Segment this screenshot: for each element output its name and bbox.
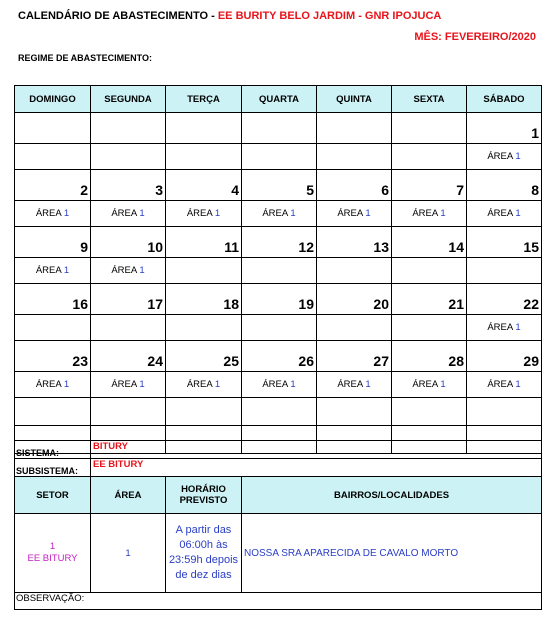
area-number: 1 — [214, 208, 221, 219]
calendar-day-row — [15, 227, 542, 258]
empty-cell — [242, 398, 317, 426]
regime-label: REGIME DE ABASTECIMENTO: — [18, 53, 153, 63]
day-area — [392, 372, 467, 398]
day-number: 3 — [91, 170, 166, 201]
info-header-row — [15, 477, 542, 514]
day-area — [467, 258, 542, 284]
day-number: 16 — [15, 284, 91, 315]
col-setor-header: SETOR — [15, 477, 91, 514]
day-number — [317, 113, 392, 144]
calendar-area-row — [15, 201, 542, 227]
day-area — [166, 144, 242, 170]
area-number: 1 — [440, 208, 446, 219]
supply-info-table — [14, 440, 542, 610]
subsistema-label: SUBSISTEMA: — [15, 459, 91, 477]
day-area — [392, 144, 467, 170]
day-area — [467, 315, 542, 341]
day-area — [166, 315, 242, 341]
area-word: ÁREA — [35, 265, 62, 276]
day-area — [242, 372, 317, 398]
calendar-blank-row — [15, 398, 542, 426]
weekday-header-row — [15, 86, 542, 113]
subsistema-value: EE BITURY — [91, 459, 542, 477]
day-area — [15, 372, 91, 398]
day-number: 26 — [242, 341, 317, 372]
area-word: ÁREA — [337, 208, 363, 219]
day-area — [166, 372, 242, 398]
day-number: 8 — [467, 170, 542, 201]
day-number: 4 — [166, 170, 242, 201]
empty-cell — [166, 398, 242, 426]
area-number: 1 — [139, 265, 145, 276]
area-word: ÁREA — [35, 379, 62, 390]
calendar-table — [14, 85, 542, 454]
weekday-header: QUINTA — [317, 86, 392, 113]
area-number: 1 — [515, 208, 521, 219]
sistema-value: BITURY — [91, 441, 542, 459]
day-number: 14 — [392, 227, 467, 258]
day-number — [242, 113, 317, 144]
area-number: 1 — [515, 151, 521, 162]
day-number — [91, 113, 166, 144]
area-number: 1 — [63, 265, 70, 276]
setor-name: EE BITURY — [27, 553, 78, 564]
day-number: 10 — [91, 227, 166, 258]
day-number: 7 — [392, 170, 467, 201]
day-area — [242, 315, 317, 341]
empty-cell — [91, 398, 166, 426]
calendar-area-row — [15, 258, 542, 284]
empty-cell — [392, 398, 467, 426]
area-word: ÁREA — [111, 265, 137, 276]
day-area — [242, 201, 317, 227]
calendar-day-row — [15, 284, 542, 315]
weekday-header: QUARTA — [242, 86, 317, 113]
weekday-header: SÁBADO — [467, 86, 542, 113]
day-area — [15, 201, 91, 227]
area-word: ÁREA — [111, 208, 137, 219]
col-bairros-header: BAIRROS/LOCALIDADES — [242, 477, 542, 514]
day-number: 15 — [467, 227, 542, 258]
area-number: 1 — [63, 208, 70, 219]
area-number: 1 — [63, 379, 70, 390]
observacao-label: OBSERVAÇÃO: — [15, 593, 542, 610]
area-number: 1 — [515, 322, 521, 333]
day-area — [91, 201, 166, 227]
day-area — [15, 144, 91, 170]
day-number — [392, 113, 467, 144]
day-number — [15, 113, 91, 144]
day-area — [91, 315, 166, 341]
day-number: 22 — [467, 284, 542, 315]
weekday-header: SEGUNDA — [91, 86, 166, 113]
day-number: 13 — [317, 227, 392, 258]
day-area — [467, 201, 542, 227]
day-number: 19 — [242, 284, 317, 315]
area-word: ÁREA — [262, 379, 288, 390]
calendar-area-row — [15, 315, 542, 341]
area-word: ÁREA — [337, 379, 363, 390]
calendar-area-row — [15, 372, 542, 398]
setor-cell — [15, 514, 91, 593]
area-word: ÁREA — [111, 379, 137, 390]
area-number: 1 — [515, 379, 521, 390]
page-title — [18, 10, 441, 22]
area-number: 1 — [139, 208, 145, 219]
col-horario-header: HORÁRIO PREVISTO — [166, 477, 242, 514]
day-number: 29 — [467, 341, 542, 372]
day-number: 12 — [242, 227, 317, 258]
day-number: 23 — [15, 341, 91, 372]
info-data-row — [15, 514, 542, 593]
day-area — [242, 144, 317, 170]
day-area — [317, 144, 392, 170]
area-word: ÁREA — [487, 322, 513, 333]
area-word: ÁREA — [487, 379, 513, 390]
subsistema-row — [15, 459, 542, 477]
calendar-day-row — [15, 113, 542, 144]
day-number: 11 — [166, 227, 242, 258]
bairros-value: NOSSA SRA APARECIDA DE CAVALO MORTO — [242, 514, 542, 593]
sistema-label: SISTEMA: — [15, 441, 91, 459]
day-number: 5 — [242, 170, 317, 201]
title-prefix: CALENDÁRIO DE ABASTECIMENTO - — [18, 10, 218, 22]
day-number: 28 — [392, 341, 467, 372]
day-area — [91, 372, 166, 398]
empty-cell — [467, 398, 542, 426]
weekday-header: SEXTA — [392, 86, 467, 113]
day-number: 27 — [317, 341, 392, 372]
day-area — [467, 144, 542, 170]
calendar-day-row — [15, 170, 542, 201]
area-word: ÁREA — [186, 379, 213, 390]
day-area — [392, 258, 467, 284]
title-highlight: EE BURITY BELO JARDIM - GNR IPOJUCA — [217, 10, 442, 22]
day-number: 21 — [392, 284, 467, 315]
calendar-day-row — [15, 341, 542, 372]
area-number: 1 — [365, 379, 371, 390]
area-number: 1 — [139, 379, 145, 390]
area-word: ÁREA — [186, 208, 213, 219]
day-number: 6 — [317, 170, 392, 201]
day-area — [15, 258, 91, 284]
day-number: 24 — [91, 341, 166, 372]
day-number: 2 — [15, 170, 91, 201]
day-area — [15, 315, 91, 341]
day-area — [91, 258, 166, 284]
area-word: ÁREA — [487, 151, 513, 162]
empty-cell — [317, 398, 392, 426]
area-number: 1 — [290, 379, 296, 390]
area-number: 1 — [214, 379, 221, 390]
area-word: ÁREA — [412, 379, 438, 390]
day-area — [317, 258, 392, 284]
horario-value: A partir das 06:00h às 23:59h depois de dez dias — [166, 514, 242, 593]
day-area — [392, 201, 467, 227]
area-word: ÁREA — [487, 208, 513, 219]
area-word: ÁREA — [412, 208, 438, 219]
day-area — [91, 144, 166, 170]
setor-number: 1 — [49, 541, 56, 552]
area-number: 1 — [440, 379, 446, 390]
weekday-header: DOMINGO — [15, 86, 91, 113]
day-area — [392, 315, 467, 341]
area-word: ÁREA — [35, 208, 62, 219]
empty-cell — [15, 398, 91, 426]
col-area-header: ÁREA — [91, 477, 166, 514]
day-area — [467, 372, 542, 398]
day-area — [317, 315, 392, 341]
observacao-row — [15, 593, 542, 610]
area-word: ÁREA — [262, 208, 288, 219]
area-value: 1 — [91, 514, 166, 593]
day-area — [166, 201, 242, 227]
day-number: 20 — [317, 284, 392, 315]
day-area — [317, 372, 392, 398]
day-number — [166, 113, 242, 144]
calendar-area-row — [15, 144, 542, 170]
area-number: 1 — [365, 208, 371, 219]
day-number: 1 — [467, 113, 542, 144]
day-number: 18 — [166, 284, 242, 315]
day-area — [166, 258, 242, 284]
day-number: 17 — [91, 284, 166, 315]
day-number: 25 — [166, 341, 242, 372]
sistema-row — [15, 441, 542, 459]
weekday-header: TERÇA — [166, 86, 242, 113]
area-number: 1 — [290, 208, 296, 219]
day-number: 9 — [15, 227, 91, 258]
month-label: MÊS: FEVEREIRO/2020 — [414, 31, 536, 43]
day-area — [317, 201, 392, 227]
day-area — [242, 258, 317, 284]
